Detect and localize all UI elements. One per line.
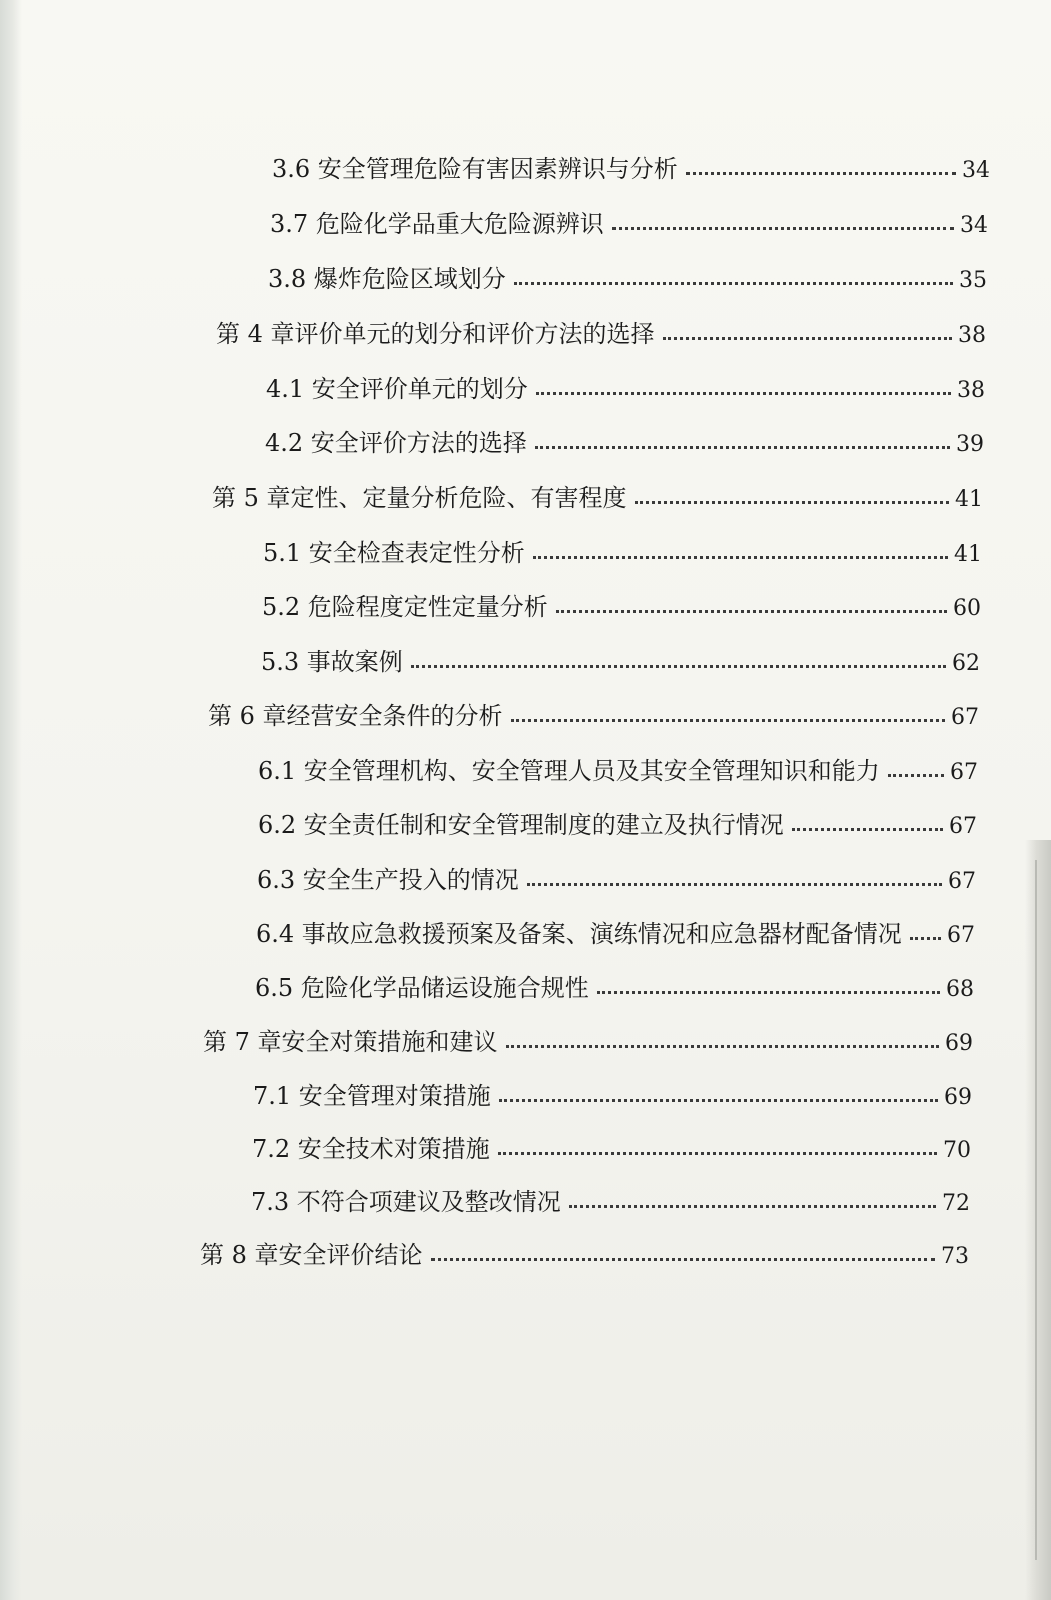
toc-dot-leader [569,1197,936,1208]
toc-entry-title: 4.2 安全评价方法的选择 [265,429,527,457]
toc-entry-page: 41 [955,487,983,512]
toc-chapter-entry [216,317,986,351]
toc-entry-title: 7.3 不符合项建议及整改情况 [251,1188,561,1216]
toc-entry-title: 7.2 安全技术对策措施 [252,1135,490,1163]
toc-entry-page: 67 [951,705,979,730]
toc-entry-page: 67 [950,760,978,785]
toc-entry-page: 69 [944,1085,972,1110]
toc-entry [257,863,976,897]
toc-entry-page: 34 [962,158,990,183]
toc-entry [258,754,978,788]
toc-entry-title: 6.4 事故应急救援预案及备案、演练情况和应急器材配备情况 [256,920,902,948]
toc-entry-page: 69 [945,1031,973,1056]
toc-entry-title: 4.1 安全评价单元的划分 [266,375,528,403]
toc-entry-page: 67 [949,814,977,839]
toc-entry [255,971,974,1005]
toc-dot-leader [888,766,944,777]
toc-dot-leader [910,929,941,940]
toc-dot-leader [635,493,949,504]
toc-entry-page: 62 [952,651,980,676]
toc-entry-page: 70 [943,1138,971,1163]
toc-dot-leader [663,329,952,340]
toc-dot-leader [506,1037,939,1048]
toc-entry [252,1132,971,1166]
toc-entry [261,645,980,679]
toc-dot-leader [792,820,943,831]
toc-entry-title: 6.3 安全生产投入的情况 [257,866,519,894]
toc-entry [270,207,988,241]
toc-entry-page: 67 [947,923,975,948]
toc-entry-page: 34 [960,213,988,238]
toc-dot-leader [514,274,953,285]
toc-dot-leader [431,1250,935,1261]
toc-entry-page: 41 [954,542,982,567]
toc-chapter-entry [208,699,979,733]
toc-entry-page: 73 [941,1244,969,1269]
toc-entry-title: 3.6 安全管理危险有害因素辨识与分析 [272,155,678,183]
toc-entry [253,1079,972,1113]
toc-entry [262,590,981,624]
toc-entry-title: 6.2 安全责任制和安全管理制度的建立及执行情况 [258,811,784,839]
toc-entry [256,917,975,951]
toc-entry-title: 第 6 章经营安全条件的分析 [208,702,503,730]
toc-entry [272,152,990,186]
toc-entry-title: 6.1 安全管理机构、安全管理人员及其安全管理知识和能力 [258,757,880,785]
toc-dot-leader [499,1091,938,1102]
toc-dot-leader [536,384,951,395]
toc-entry [258,808,977,842]
toc-entry-page: 67 [948,869,976,894]
toc-entry-title: 7.1 安全管理对策措施 [253,1082,491,1110]
toc-entry-title: 5.3 事故案例 [261,648,403,676]
toc-dot-leader [612,219,954,230]
toc-entry-page: 72 [942,1191,970,1216]
toc-chapter-entry [203,1025,973,1059]
toc-chapter-entry [200,1238,969,1272]
toc-dot-leader [511,711,945,722]
toc-entry-page: 68 [946,977,974,1002]
toc-dot-leader [686,164,956,175]
toc-entry-title: 3.7 危险化学品重大危险源辨识 [270,210,604,238]
toc-entry-title: 第 5 章定性、定量分析危险、有害程度 [212,484,627,512]
toc-entry [265,426,984,460]
toc-entry-title: 第 7 章安全对策措施和建议 [203,1028,498,1056]
toc-entry [251,1185,970,1219]
toc-entry [268,262,987,296]
toc-entry-title: 6.5 危险化学品储运设施合规性 [255,974,589,1002]
toc-entry-title: 5.2 危险程度定性定量分析 [262,593,548,621]
toc-dot-leader [556,602,947,613]
toc-entry-page: 35 [959,268,987,293]
toc-entry-title: 第 8 章安全评价结论 [200,1241,423,1269]
toc-dot-leader [597,983,940,994]
toc-chapter-entry [212,481,983,515]
toc-entry-page: 38 [957,378,985,403]
toc-entry-title: 3.8 爆炸危险区域划分 [268,265,506,293]
toc-entry-page: 39 [956,432,984,457]
toc-entry-title: 5.1 安全检查表定性分析 [263,539,525,567]
toc-dot-leader [411,657,946,668]
toc-entry-page: 60 [953,596,981,621]
toc-entry-page: 38 [958,323,986,348]
toc-dot-leader [527,875,942,886]
toc-entry [266,372,985,406]
toc-entry-title: 第 4 章评价单元的划分和评价方法的选择 [216,320,655,348]
toc-entry [263,536,982,570]
toc-dot-leader [498,1144,937,1155]
toc-dot-leader [535,438,950,449]
toc-dot-leader [533,548,948,559]
